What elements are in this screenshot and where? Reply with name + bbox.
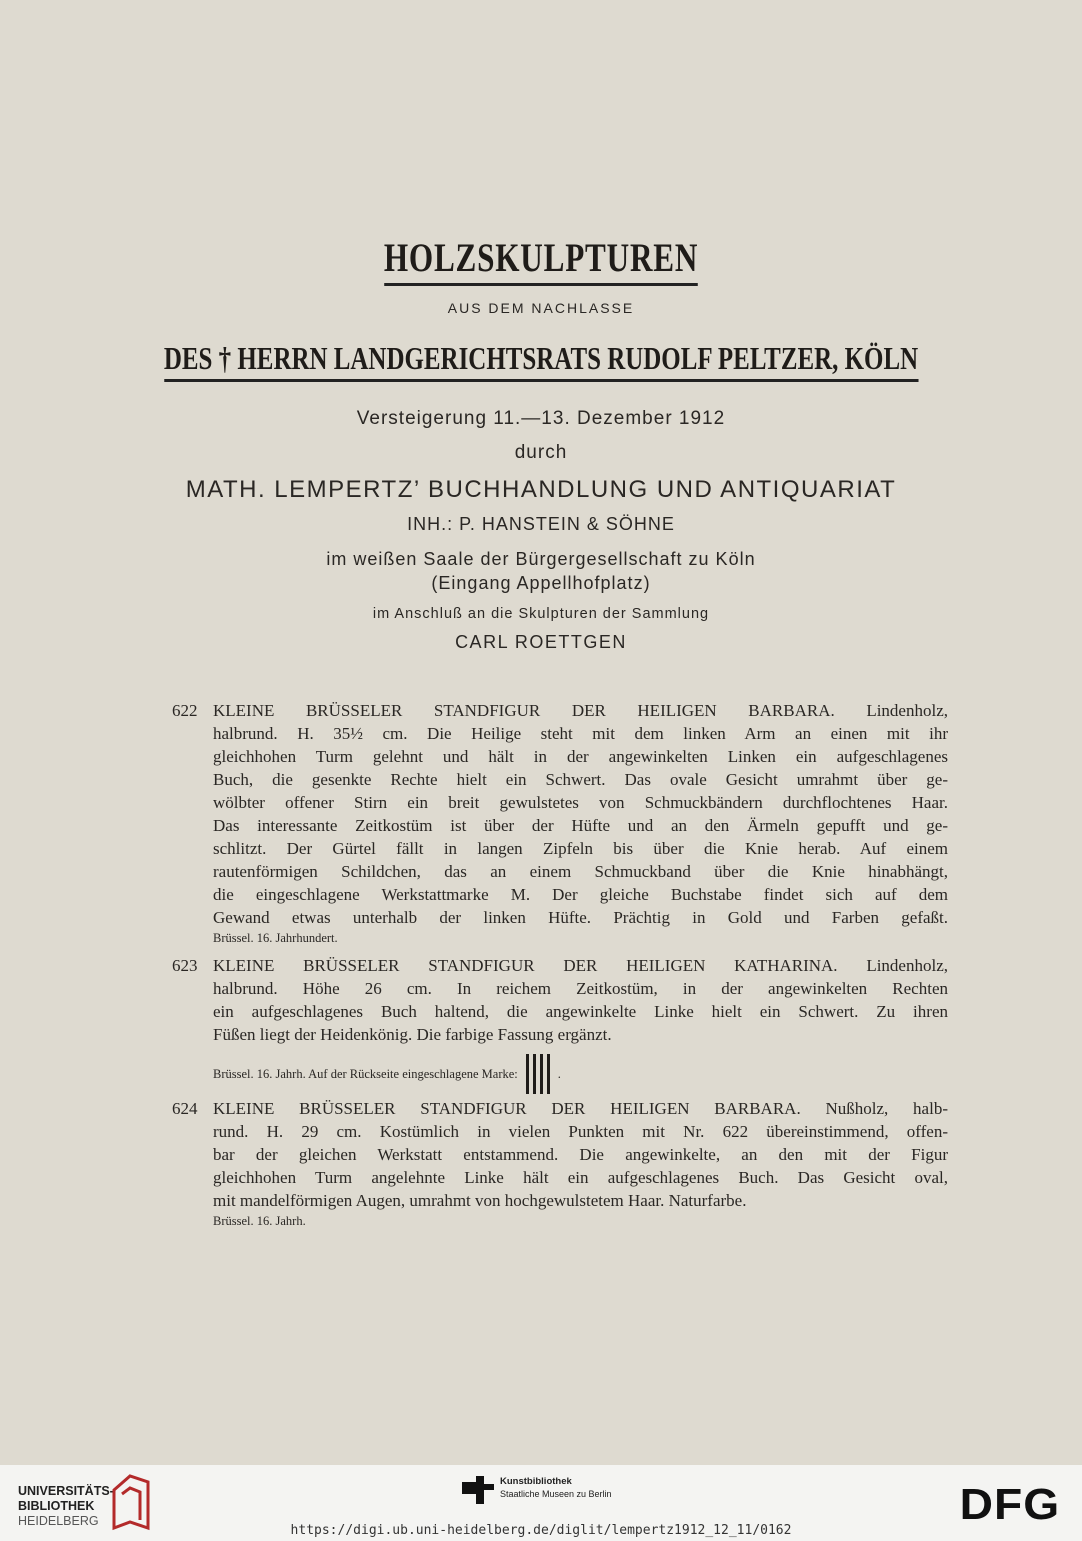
page-title: HOLZSKULPTUREN [119,234,963,286]
entry-line: ein aufgeschlagenes Buch haltend, die angewinkelte Linke hielt ein Schwert. Zu ihren [213,1002,948,1021]
entry-origin: Brüssel. 16. Jahrh. [213,1214,306,1228]
dfg-logo[interactable]: DFG [959,1480,1061,1529]
catalog-entry [172,1097,948,1230]
collection-intro: im Anschluß an die Skulpturen der Sammlung [372,606,710,622]
entry-line: mit mandelförmigen Augen, umrahmt von hochgewulstetem Haar. Naturfarbe. [213,1191,747,1210]
auction-firm: MATH. LEMPERTZ’ BUCHHANDLUNG UND ANTIQUARIAT [185,476,897,503]
entry-line: halbrund. Höhe 26 cm. In reichem Zeitkostüm, in der angewinkelten Rechten [213,979,948,998]
page-url[interactable]: https://digi.ub.uni-heidelberg.de/diglit/lempertz1912_12_11/0162 [290,1523,792,1538]
entry-origin-row: Brüssel. 16. Jahrh. Auf der Rückseite eingeschlagene Marke: . [213,1054,948,1094]
entry-line: Das interessante Zeitkostüm ist über der Hüfte und an den Ärmeln gepufft und ge- [213,816,948,835]
entry-text [213,954,948,1046]
estate-intro: AUS DEM NACHLASSE [447,300,635,316]
entry-line: bar der gleichen Werkstatt entstammend. Die angewinkelte, an den mit der Figur [213,1145,948,1164]
catalog-entry [172,699,948,947]
entry-number: 623 [172,956,198,975]
venue-entrance: (Eingang Appellhofplatz) [431,573,651,593]
entry-number: 624 [172,1099,198,1118]
entry-line: schlitzt. Der Gürtel fällt in langen Zipfeln bis über die Knie herab. Auf einem [213,839,948,858]
auction-by: durch [514,442,568,463]
entry-origin: Brüssel. 16. Jahrh. Auf der Rückseite eingeschlagene Marke: [213,1066,518,1081]
entry-line: wölbter offener Stirn ein breit gewulstetes von Schmuckbändern durchflochtenes Haar. [213,793,948,812]
entry-line: Gewand etwas unterhalb der linken Hüfte. Prächtig in Gold und Farben gefaßt. [213,908,948,927]
ub-heidelberg-logo-text[interactable]: UNIVERSITÄTS- BIBLIOTHEK HEIDELBERG [18,1484,114,1528]
collection-name: CARL ROETTGEN [455,632,627,652]
auction-date: Versteigerung 11.—13. Dezember 1912 [356,408,726,429]
entry-text [213,1097,948,1212]
entry-line: KLEINE BRÜSSELER STANDFIGUR DER HEILIGEN KATHARINA. Lindenholz, [213,956,948,975]
workshop-mark-icon [526,1054,550,1094]
entry-line: die eingeschlagene Werkstattmarke M. Der gleiche Buchstabe findet sich auf dem [213,885,948,904]
entry-line: Füßen liegt der Heidenkönig. Die farbige Fassung ergänzt. [213,1025,612,1044]
entry-origin: Brüssel. 16. Jahrhundert. [213,931,338,945]
entry-line: gleichhohen Turm angelehnte Linke hält ein aufgeschlagenes Buch. Das Gesicht oval, [213,1168,948,1187]
kunstbibliothek-logo-icon[interactable] [462,1476,494,1504]
entry-number: 622 [172,701,198,720]
estate-title: DES † HERRN LANDGERICHTSRATS RUDOLF PELTZER, KÖLN [119,340,963,382]
entry-line: Buch, die gesenkte Rechte hielt ein Schwert. Das ovale Gesicht umrahmt über ge- [213,770,948,789]
entry-line: rautenförmigen Schildchen, das an einem Schmuckband über die Knie hinabhängt, [213,862,948,881]
entry-text [213,699,948,929]
kunstbibliothek-label[interactable]: Kunstbibliothek Staatliche Museen zu Berlin [500,1476,612,1499]
firm-owner: INH.: P. HANSTEIN & SÖHNE [407,514,675,534]
entry-line: KLEINE BRÜSSELER STANDFIGUR DER HEILIGEN BARBARA. Nußholz, halb- [213,1099,948,1118]
entry-line: KLEINE BRÜSSELER STANDFIGUR DER HEILIGEN BARBARA. Lindenholz, [213,701,948,720]
catalog-entry [172,954,948,1094]
auction-venue: im weißen Saale der Bürgergesellschaft zu Köln [326,549,756,569]
entry-line: gleichhohen Turm gelehnt und hält in der angewinkelten Linken ein aufgeschlagenes [213,747,948,766]
entry-line: rund. H. 29 cm. Kostümlich in vielen Punkten mit Nr. 622 übereinstimmend, offen- [213,1122,948,1141]
entry-line: halbrund. H. 35½ cm. Die Heilige steht mit dem linken Arm an einen mit ihr [213,724,948,743]
